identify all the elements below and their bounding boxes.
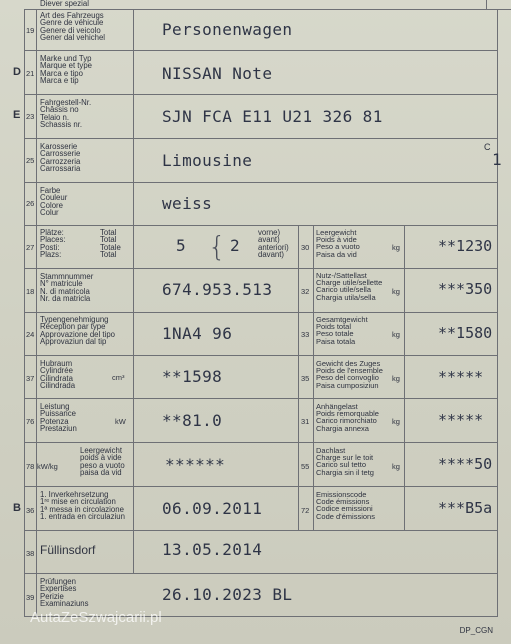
registration-date-value: 13.05.2014 [162,540,263,559]
make-model-value: NISSAN Note [162,64,273,83]
watermark: AutaZeSzwajcarii.pl [30,609,162,626]
registration-document: Diever spezial D E B 19 Art des Fahrzeugs Genre de véhicule Genere di veicolo Gener dal vehichel Personenwagen 21 Marke und Typ Marque et type Marca e tipo Marca e tip NISSAN Note 23 Fahrgestell-Nr. Châssis no Telaio n. Schassis nr. SJN FCA E11 U21 326 81 25 Karosserie Carrosserie Carrozzeria Carrossaria Limousine C 1 26 Farbe Couleur Colore Colur weiss 27 Plätze: Places: Posti: Plazs: Total Total Totale Total 5 { 2 vorne) avant) anteriori) davant) 18 Stammnummer N° matricule N. di matricola Nr. da matricla 674.953.513 24 Typengenehmigung Réception par type Approvazione del tipo Approvaziun dal tip 1NA4 96 37 Hubraum Cylindrée Cilindrata Cilindrada cm³ **1598 76 Leistung Puissance Potenza Prestaziun kW **81.0 78 kW/kg Leergewicht poids à vide peso a vuoto paisa da vid ****** 36 1. Inverkehrsetzung 1ʳᵉ mise en circulation 1ª messa in circolazione 1. entrada en circulaziun 06.09.2011 38 Füllinsdorf 13.05.2014 39 Prüfungen Expertises Perizie Examinaziuns 26.10.2023 BL 30 Leergewicht Poids à vide Peso a vuoto Paisa da vid kg **1230 32 Nutz-/Sattellast Charge utile/sellette Carico utile/sella Chargia utila/sella kg ***350 33 Gesamtgewicht Poids total Peso totale Paisa totala kg **1580 35 Gewicht des Zuges Poids de l'ensemble Peso del convoglio Paisa cumposiziun kg ***** 31 Anhängelast Poids remorquable Carico rimorchiato Chargia annexa kg ***** 55 Dachlast Charge sur le toit Carico sul tetto Chargia sin il tetg kg ****50 72 Emissionscode Code émissions Codice emissioni Code d'émissions ***B5a AutaZeSzwajcarii.pl DP_CGN [0,0,511,644]
roof-load-value: ****50 [438,455,493,473]
side-letter-e: E [13,109,21,121]
master-number-value: 674.953.513 [162,280,273,299]
type-approval-value: 1NA4 96 [162,324,233,343]
emission-code-value: ***B5a [438,499,493,517]
power-weight-value: ****** [165,455,226,474]
payload-value: ***350 [438,280,493,298]
vehicle-type-value: Personenwagen [162,20,293,39]
body-type-value: Limousine [162,151,253,170]
displacement-value: **1598 [162,367,223,386]
first-registration-value: 06.09.2011 [162,499,263,518]
towing-load-value: ***** [438,411,484,429]
document-code: DP_CGN [459,626,493,635]
color-value: weiss [162,194,213,213]
train-weight-value: ***** [438,368,484,386]
curb-weight-value: **1230 [438,237,493,255]
place-value: Füllinsdorf [40,543,96,557]
side-letter-b: B [13,502,21,514]
top-cut-label: Diever spezial [40,0,89,8]
inspection-value: 26.10.2023 BL [162,585,293,604]
side-letter-d: D [13,66,21,78]
row-number: 19 [26,26,35,35]
seats-front-value: 2 [230,236,241,255]
chassis-number-value: SJN FCA E11 U21 326 81 [162,107,383,126]
power-value: **81.0 [162,411,223,430]
gross-weight-value: **1580 [438,324,493,342]
seats-total-value: 5 [176,236,187,255]
